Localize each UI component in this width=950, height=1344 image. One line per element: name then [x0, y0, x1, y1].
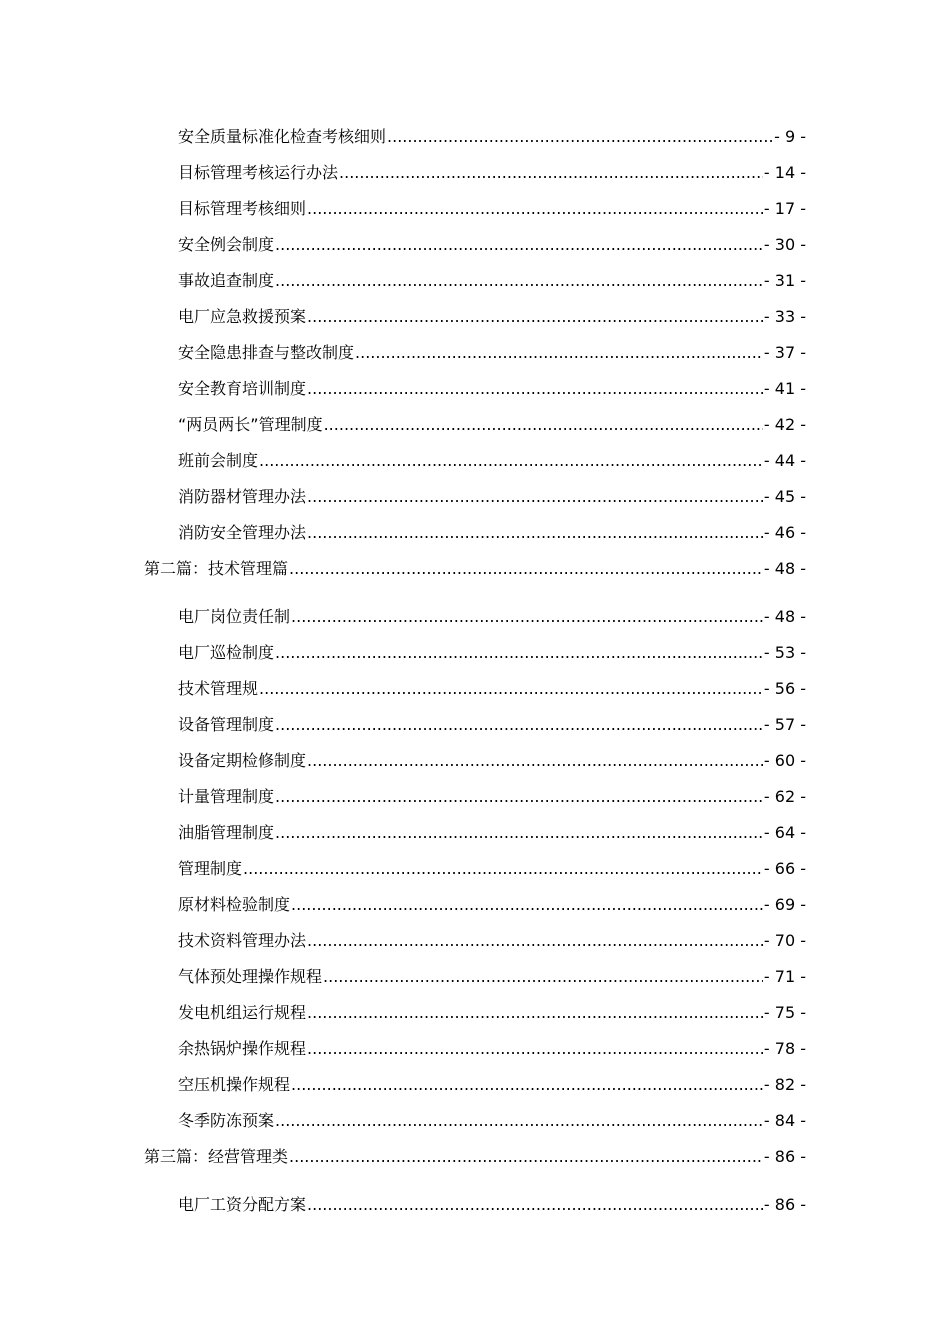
toc-entry-title: 安全隐患排查与整改制度	[178, 343, 355, 362]
toc-dot-leader	[289, 1146, 763, 1168]
toc-entry-page: - 78 -	[763, 1039, 806, 1058]
toc-entry[interactable]	[178, 1194, 806, 1216]
toc-entry-page: - 69 -	[763, 895, 806, 914]
toc-entry[interactable]	[178, 678, 806, 700]
toc-entry[interactable]	[178, 966, 806, 988]
toc-entry-title: 技术资料管理办法	[178, 931, 307, 950]
toc-dot-leader	[275, 234, 763, 256]
toc-entry-title: 原材料检验制度	[178, 895, 291, 914]
toc-dot-leader	[259, 678, 763, 700]
toc-entry-title: 消防安全管理办法	[178, 523, 307, 542]
toc-entry[interactable]	[178, 342, 806, 364]
toc-entry-title: 空压机操作规程	[178, 1075, 291, 1094]
toc-entry-title: 设备管理制度	[178, 715, 275, 734]
toc-dot-leader	[291, 1074, 763, 1096]
toc-entry-page: - 75 -	[763, 1003, 806, 1022]
toc-entry-page: - 57 -	[763, 715, 806, 734]
toc-entry-page: - 14 -	[763, 163, 806, 182]
toc-entry[interactable]	[178, 522, 806, 544]
toc-entry-page: - 70 -	[763, 931, 806, 950]
toc-entry-page: - 84 -	[763, 1111, 806, 1130]
toc-entry-page: - 86 -	[763, 1147, 806, 1166]
toc-entry[interactable]	[178, 1110, 806, 1132]
toc-entry[interactable]	[178, 1002, 806, 1024]
toc-entry[interactable]	[178, 234, 806, 256]
toc-entry-page: - 71 -	[763, 967, 806, 986]
toc-dot-leader	[307, 1038, 763, 1060]
toc-dot-leader	[275, 822, 763, 844]
toc-entry[interactable]	[178, 126, 806, 148]
toc-entry-page: - 37 -	[763, 343, 806, 362]
toc-entry[interactable]	[178, 486, 806, 508]
toc-dot-leader	[307, 522, 763, 544]
toc-dot-leader	[307, 930, 763, 952]
toc-entry-title: “两员两长”管理制度	[178, 415, 323, 434]
toc-entry-title: 班前会制度	[178, 451, 259, 470]
toc-dot-leader	[275, 714, 763, 736]
toc-entry[interactable]	[178, 162, 806, 184]
toc-section-heading[interactable]	[144, 1146, 806, 1168]
toc-dot-leader	[275, 1110, 763, 1132]
toc-entry-page: - 44 -	[763, 451, 806, 470]
toc-entry[interactable]	[178, 306, 806, 328]
toc-dot-leader	[307, 750, 763, 772]
toc-entry[interactable]	[178, 894, 806, 916]
toc-entry-page: - 82 -	[763, 1075, 806, 1094]
toc-entry[interactable]	[178, 858, 806, 880]
toc-entry-page: - 46 -	[763, 523, 806, 542]
toc-entry-page: - 45 -	[763, 487, 806, 506]
toc-entry-title: 电厂岗位责任制	[178, 607, 291, 626]
toc-entry-page: - 48 -	[763, 607, 806, 626]
toc-entry-title: 发电机组运行规程	[178, 1003, 307, 1022]
toc-entry-title: 安全例会制度	[178, 235, 275, 254]
toc-entry[interactable]	[178, 714, 806, 736]
toc-dot-leader	[291, 606, 763, 628]
toc-entry-title: 安全质量标准化检查考核细则	[178, 127, 387, 146]
toc-dot-leader	[307, 486, 763, 508]
toc-entry-page: - 86 -	[763, 1195, 806, 1214]
toc-entry[interactable]	[178, 822, 806, 844]
toc-entry-page: - 42 -	[763, 415, 806, 434]
toc-entry-title: 油脂管理制度	[178, 823, 275, 842]
toc-entry-title: 第三篇：经营管理类	[144, 1147, 289, 1166]
toc-entry-page: - 17 -	[763, 199, 806, 218]
toc-entry[interactable]	[178, 378, 806, 400]
toc-entry-title: 电厂应急救援预案	[178, 307, 307, 326]
toc-dot-leader	[323, 966, 763, 988]
toc-entry-title: 安全教育培训制度	[178, 379, 307, 398]
toc-entry[interactable]	[178, 786, 806, 808]
toc-entry[interactable]	[178, 270, 806, 292]
toc-entry-title: 目标管理考核运行办法	[178, 163, 339, 182]
toc-dot-leader	[339, 162, 763, 184]
toc-entry[interactable]	[178, 450, 806, 472]
toc-entry[interactable]	[178, 1074, 806, 1096]
toc-entry-page: - 66 -	[763, 859, 806, 878]
toc-entry-title: 设备定期检修制度	[178, 751, 307, 770]
toc-entry-title: 消防器材管理办法	[178, 487, 307, 506]
toc-dot-leader	[275, 270, 763, 292]
toc-entry-page: - 30 -	[763, 235, 806, 254]
toc-dot-leader	[307, 198, 763, 220]
toc-dot-leader	[387, 126, 773, 148]
toc-entry-title: 冬季防冻预案	[178, 1111, 275, 1130]
toc-dot-leader	[307, 1194, 763, 1216]
toc-entry[interactable]	[178, 606, 806, 628]
toc-entry-page: - 41 -	[763, 379, 806, 398]
toc-entry-title: 管理制度	[178, 859, 243, 878]
toc-entry-title: 气体预处理操作规程	[178, 967, 323, 986]
toc-entry[interactable]	[178, 414, 806, 436]
toc-dot-leader	[307, 306, 763, 328]
toc-dot-leader	[291, 894, 763, 916]
toc-entry-title: 事故追查制度	[178, 271, 275, 290]
toc-entry-title: 计量管理制度	[178, 787, 275, 806]
toc-entry-title: 余热锅炉操作规程	[178, 1039, 307, 1058]
toc-dot-leader	[307, 1002, 763, 1024]
toc-entry[interactable]	[178, 750, 806, 772]
toc-entry-title: 第二篇：技术管理篇	[144, 559, 289, 578]
toc-entry-page: - 48 -	[763, 559, 806, 578]
toc-entry-title: 技术管理规	[178, 679, 259, 698]
toc-entry-title: 电厂巡检制度	[178, 643, 275, 662]
toc-entry-title: 目标管理考核细则	[178, 199, 307, 218]
toc-dot-leader	[324, 414, 763, 436]
toc-dot-leader	[307, 378, 763, 400]
toc-dot-leader	[275, 642, 763, 664]
toc-entry[interactable]	[178, 198, 806, 220]
toc-dot-leader	[275, 786, 763, 808]
toc-entry-page: - 56 -	[763, 679, 806, 698]
toc-dot-leader	[289, 558, 763, 580]
toc-entry[interactable]	[178, 642, 806, 664]
toc-entry-page: - 53 -	[763, 643, 806, 662]
toc-entry[interactable]	[178, 930, 806, 952]
toc-entry-page: - 9 -	[774, 127, 806, 146]
toc-section-heading[interactable]	[144, 558, 806, 580]
toc-entry-page: - 64 -	[763, 823, 806, 842]
toc-entry-page: - 62 -	[763, 787, 806, 806]
toc-entry-page: - 60 -	[763, 751, 806, 770]
toc-dot-leader	[259, 450, 763, 472]
toc-entry[interactable]	[178, 1038, 806, 1060]
toc-dot-leader	[355, 342, 763, 364]
toc-entry-page: - 33 -	[763, 307, 806, 326]
toc-entry-title: 电厂工资分配方案	[178, 1195, 307, 1214]
toc-dot-leader	[243, 858, 763, 880]
toc-entry-page: - 31 -	[763, 271, 806, 290]
